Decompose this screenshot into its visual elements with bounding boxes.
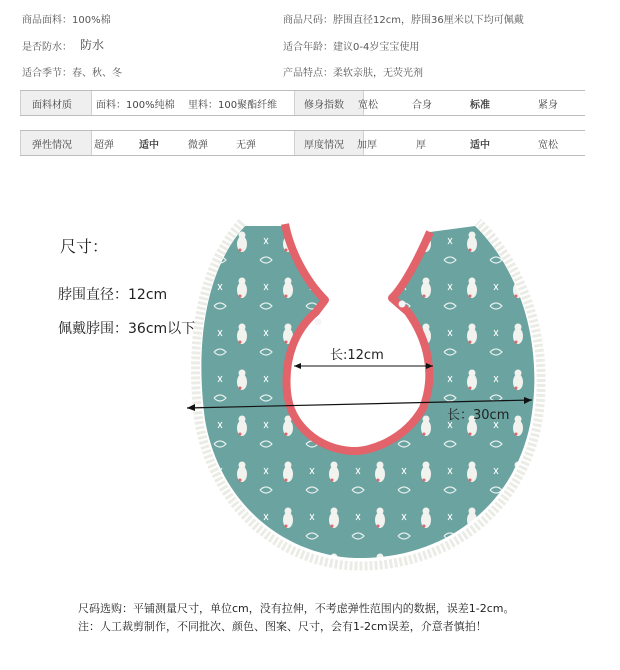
inner-arrow-left: [294, 363, 301, 369]
size-label: 商品尺码：: [283, 15, 333, 26]
elastic-option-slight: 微弹: [188, 140, 208, 151]
season-value: 春、秋、冬: [72, 68, 122, 79]
season-label: 适合季节：: [22, 68, 72, 79]
fabric-header: 面料材质: [32, 100, 72, 111]
elastic-option-medium: 适中: [139, 140, 159, 151]
snap-button: [315, 319, 322, 326]
inner-length-label: 长:12cm: [330, 348, 384, 363]
size-selection-note: 尺码选购：平铺测量尺寸，单位cm，没有拉伸，不考虑弹性范围内的数据，误差1-2cm。: [78, 602, 515, 615]
fit-header: 修身指数: [304, 100, 344, 111]
thick-option-loose: 宽松: [538, 140, 558, 151]
feature-value: 柔软亲肤，无荧光剂: [333, 68, 423, 79]
outer-arrow-left: [187, 404, 195, 411]
size-title: 尺寸：: [60, 237, 109, 256]
outer-length-label: 长：30cm: [447, 408, 510, 423]
fit-option-standard: 标准: [470, 100, 490, 111]
fit-option-fitted: 合身: [412, 100, 432, 111]
snap-button: [399, 301, 406, 308]
material-label: 商品面料：: [22, 15, 72, 26]
elastic-option-super: 超弹: [94, 140, 114, 151]
neck-diameter-label: 脖围直径：12cm: [58, 287, 168, 303]
material-value: 100%棉: [72, 15, 111, 26]
thick-option-extra: 加厚: [357, 140, 377, 151]
age-value: 建议0-4岁宝宝使用: [333, 42, 420, 53]
feature-label: 产品特点：: [283, 68, 333, 79]
thick-option-thick: 厚: [416, 140, 426, 151]
thick-option-medium: 适中: [470, 140, 490, 151]
thickness-header: 厚度情况: [304, 140, 344, 151]
elastic-header: 弹性情况: [32, 140, 72, 151]
waterproof-label: 是否防水：: [22, 42, 72, 53]
size-value: 脖围直径12cm，脖围36厘米以下均可佩戴: [333, 15, 524, 26]
fabric-value: 面料：100%纯棉: [96, 100, 175, 111]
wear-neck-label: 佩戴脖围：36cm以下: [58, 321, 196, 337]
age-label: 适合年龄：: [283, 42, 333, 53]
fit-option-loose: 宽松: [358, 100, 378, 111]
bib-fabric: [201, 226, 534, 558]
lining-value: 里料：100聚酯纤维: [188, 100, 278, 111]
elastic-option-none: 无弹: [236, 140, 256, 151]
neck-binding: [285, 224, 430, 451]
fit-option-tight: 紧身: [538, 100, 558, 111]
waterproof-value: 防水: [80, 38, 105, 52]
error-disclaimer-note: 注：人工裁剪制作，不同批次、颜色、图案、尺寸，会有1-2cm误差，介意者慎拍！: [78, 620, 487, 633]
